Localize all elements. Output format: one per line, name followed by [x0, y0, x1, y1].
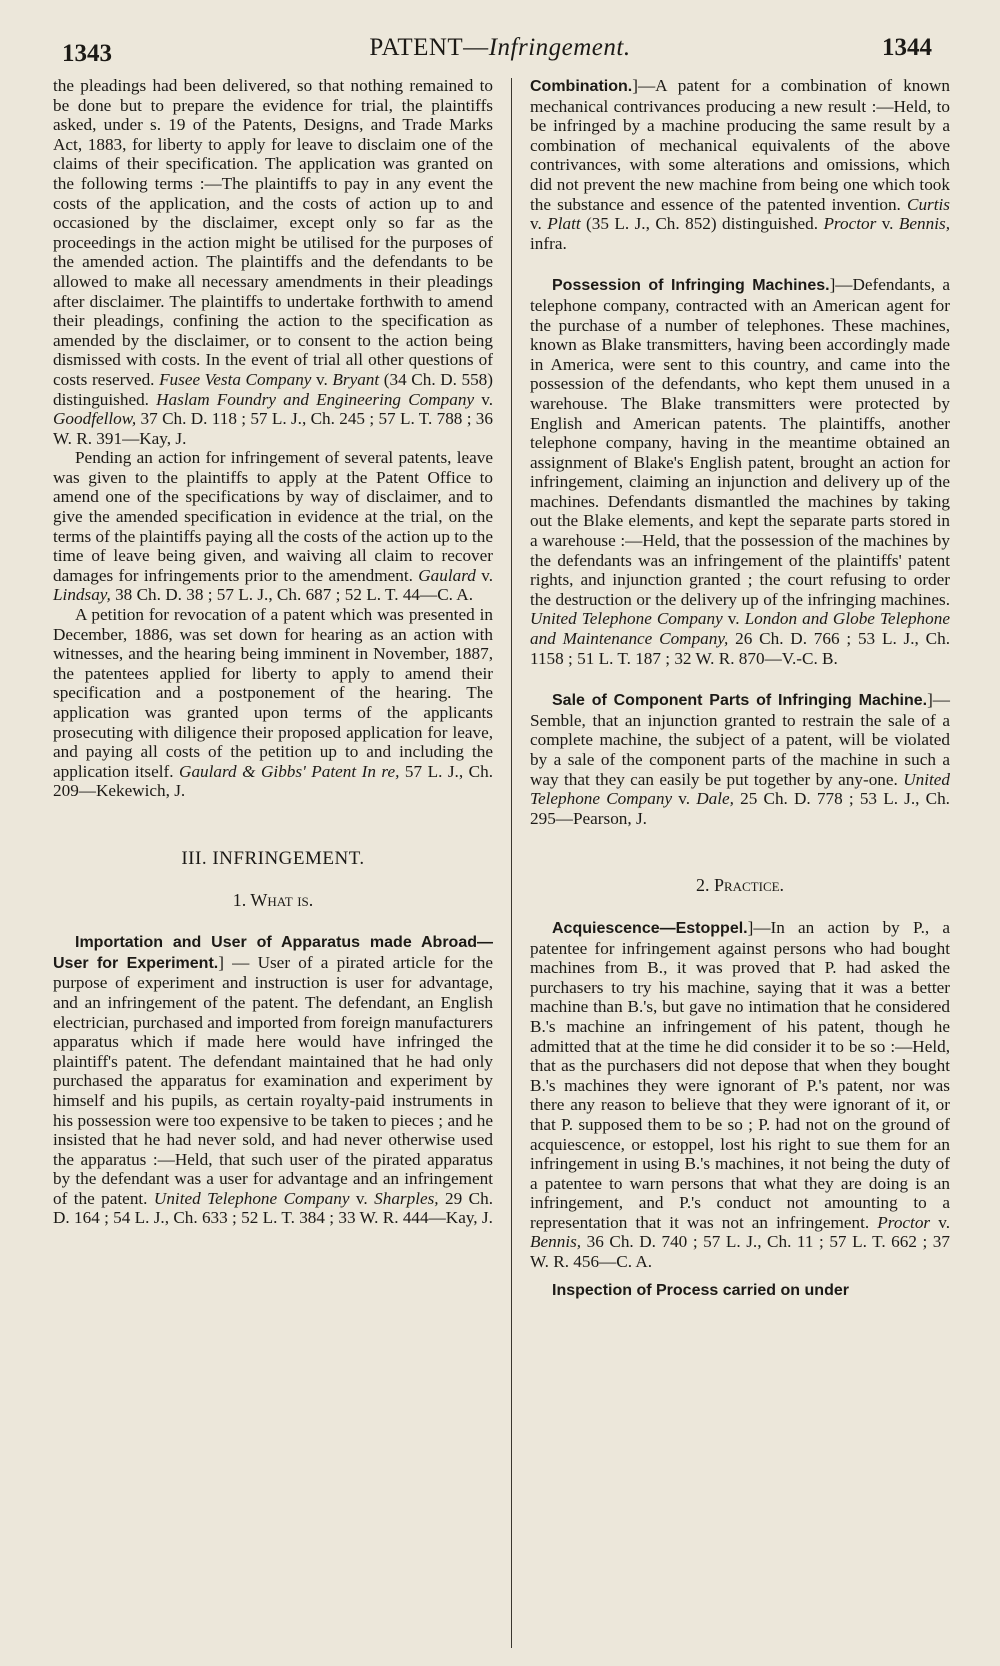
- case-name: Dale,: [696, 789, 734, 809]
- spacer: [53, 910, 493, 932]
- paragraph: [530, 76, 950, 253]
- text: v.: [930, 1212, 950, 1232]
- case-name: Gaulard: [418, 565, 476, 585]
- paragraph: [53, 448, 493, 605]
- page-header: [0, 34, 1000, 74]
- text: (35 L. J., Ch. 852) distinguished.: [580, 214, 824, 234]
- spacer: [530, 828, 950, 876]
- paragraph: [530, 918, 950, 1272]
- text: A petition for revocation of a patent which was presented in December, 1886, was set down for hearing as an action with witnesses, and the hearing being imminent in November, 1887, the patentees applied for liberty to apply to amend their specification and a postponement of the hearing. The application was granted upon terms of the applicants prosecuting with diligence their proposed application for leave, and paying all costs of the petition up to and including the application itself.: [53, 605, 493, 781]
- text: ] — User of a pirated article for the purpose of experiment and instruction is user for advantage, and an infringement of the patent. The defendant, an English electrician, purchased and imported from foreign manufacturers apparatus which if made here would have infringed the plaintiff's patent. The defendant maintained that he had only purchased the apparatus for examination and experiment by himself and his pupils, as certain royalty-paid instruments in his possession were too expensive to be taken to pieces ; and he insisted that he had never sold, and had never otherwise used the apparatus :—Held, that such user of the pirated apparatus by the defendant was a user for advantage and an infringement of the patent.: [53, 952, 493, 1208]
- case-name: Haslam Foundry and Engineering Company: [156, 389, 475, 409]
- text: v.: [722, 609, 745, 629]
- case-name: Goodfellow,: [53, 409, 137, 429]
- spacer: [530, 253, 950, 275]
- text: Pending an action for infringement of several patents, leave was given to the plaintiffs to apply at the Patent Office to amend one of the specifications by way of disclaimer, and to give the amended specification in evidence at the trial, on the terms of the plaintiffs paying all the costs of the action up to the time of leave being given, and waiving all claim to recover damages for infringements prior to the amendment.: [53, 448, 493, 585]
- paragraph: [53, 932, 493, 1228]
- text: ]—A patent for a combination of known mechanical contrivances producing a new result :—Held, to be infringed by a machine producing the same result by a combination of mechanical equivalents of the above contrivances, with some alterations and omissions, which did not prevent the new machine from being one which took the substance and essence of the patented invention.: [530, 76, 950, 214]
- case-name: Lindsay,: [53, 585, 111, 605]
- paragraph-heading: Possession of Infringing Machines.: [552, 277, 830, 295]
- text: v.: [474, 389, 494, 409]
- text: v.: [475, 565, 494, 585]
- running-head: [0, 34, 1000, 62]
- citation: 37 Ch. D. 118 ; 57 L. J., Ch. 245 ; 57 L. T. 788 ; 36 W. R. 391—Kay, J.: [53, 409, 493, 448]
- case-name: Proctor: [823, 214, 877, 234]
- right-column: [530, 76, 950, 1300]
- spacer: [53, 801, 493, 849]
- paragraph-heading: Combination.: [530, 78, 633, 95]
- text: (34 Ch. D. 558) distinguished.: [53, 369, 493, 409]
- paragraph: [530, 690, 950, 828]
- citation: 36 Ch. D. 740 ; 57 L. J., Ch. 11 ; 57 L. T. 662 ; 37 W. R. 456—C. A.: [530, 1232, 950, 1272]
- citation: 25 Ch. D. 778 ; 53 L. J., Ch. 295—Pearson, J.: [530, 789, 950, 828]
- case-name: Platt: [547, 214, 581, 234]
- case-name: London and Globe Telephone and Maintenance Company,: [530, 609, 950, 649]
- subsection-heading: 1. What is.: [232, 889, 314, 910]
- case-name: Bryant: [332, 369, 380, 389]
- case-name: Proctor: [877, 1212, 931, 1232]
- left-column: [53, 76, 493, 1228]
- case-name: Fusee Vesta Company: [159, 369, 312, 389]
- text: v.: [311, 369, 333, 389]
- text: ]—Defendants, a telephone company, contracted with an American agent for the purchase of a number of telephones. These machines, known as Blake transmitters, having been accordingly made in America, were sent to this country, and came into the possession of the defendants, who kept them unused in a warehouse. The Blake transmitters were protected by English and American patents. The plaintiffs, another telephone company, having in the meantime obtained an assignment of Blake's English patent, brought an action for infringement, claiming an injunction and delivery up of the machines. Defendants dismantled the machines by taking out the Blake elements, and kept the separate parts stored in a warehouse :—Held, that the possession of the machines by the defendants was an infringement of the plaintiffs' patent rights, and injunction granted ; the court refusing to order the destruction or the delivery up of the infringing machines.: [530, 275, 951, 609]
- text: v.: [349, 1188, 375, 1208]
- subsection-heading: 2. Practice.: [695, 875, 785, 896]
- citation: 26 Ch. D. 766 ; 53 L. J., Ch. 1158 ; 51 L. T. 187 ; 32 W. R. 870—V.-C. B.: [530, 629, 950, 668]
- page-number-right: 1344: [882, 34, 932, 61]
- spacer: [53, 869, 493, 891]
- paragraph: [53, 605, 493, 801]
- case-name: Curtis: [907, 194, 950, 214]
- paragraph: [530, 275, 950, 668]
- case-name: Bennis,: [530, 1232, 582, 1252]
- paragraph-heading: Sale of Component Parts of Infringing Machine.: [552, 692, 928, 710]
- text: ]—Semble, that an injunction granted to restrain the sale of a complete machine, the subject of a patent, will be violated by a sale of the component parts of the machine in such a way that they can easily be put together by any-one.: [530, 690, 950, 789]
- text: v.: [672, 789, 697, 809]
- case-name: Sharples,: [374, 1188, 439, 1208]
- text: infra.: [530, 233, 567, 253]
- paragraph-heading: Inspection of Process carried on under: [552, 1281, 849, 1299]
- running-head-main: PATENT—: [369, 34, 489, 61]
- case-name: United Telephone Company: [153, 1188, 350, 1208]
- citation: 38 Ch. D. 38 ; 57 L. J., Ch. 687 ; 52 L. T. 44—C. A.: [110, 585, 474, 605]
- paragraph-heading: Acquiescence—Estoppel.: [552, 919, 748, 937]
- text: the pleadings had been delivered, so that nothing remained to be done but to prepare the evidence for trial, the plaintiffs asked, under s. 19 of the Patents, Designs, and Trade Marks Act, 1883, for liberty to apply for leave to disclaim one of the claims of their specification. The application was granted on the following terms :—The plaintiffs to pay in any event the costs of the application, and the costs of action up to and occasioned by the disclaimer, except only so far as the proceedings in the action might be utilised for the purposes of the amended action. The plaintiffs and the defendants to be allowed to make all necessary amendments in their pleadings after disclaimer. The plaintiffs to undertake forthwith to amend their pleadings, confining the action to the specification as amended by the disclaimer, or to consent to the action being dismissed with costs. In the event of trial all other questions of costs reserved.: [53, 76, 493, 389]
- text: v.: [876, 214, 899, 234]
- citation: 57 L. J., Ch. 209—Kekewich, J.: [53, 761, 493, 801]
- citation: 29 Ch. D. 164 ; 54 L. J., Ch. 633 ; 52 L. T. 384 ; 33 W. R. 444—Kay, J.: [53, 1188, 493, 1228]
- running-head-sub: Infringement.: [488, 34, 631, 61]
- case-name: Bennis,: [898, 214, 950, 234]
- spacer: [530, 896, 950, 918]
- column-divider: [511, 78, 512, 1648]
- case-name: Gaulard & Gibbs' Patent In re,: [179, 761, 400, 781]
- spacer: [530, 668, 950, 690]
- page-number-left: 1343: [62, 40, 112, 67]
- case-name: United Telephone Company: [530, 609, 723, 629]
- paragraph-heading: Importation and User of Apparatus made Abroad—User for Experiment.: [53, 934, 493, 972]
- paragraph: [530, 1280, 950, 1301]
- paragraph-continued: [53, 76, 493, 448]
- text: v.: [530, 214, 548, 234]
- section-heading: III. INFRINGEMENT.: [181, 847, 365, 869]
- text: ]—In an action by P., a patentee for infringement against persons who had bought machines from B., it was proved that P. had asked the purchasers to try his machine, saying that it was a better machine than B.'s, but gave no intimation that he considered B.'s machine an infringement of his patent, though he admitted that at the time he did consider it to be so :—Held, that as the purchasers did not depose that when they bought B.'s machines they were ignorant of P.'s patent, nor was there any reason to believe that they were ignorant of it, or that P. supposed them to be so ; P. had not on the ground of acquiescence, or estoppel, lost his right to sue them for an infringement in using B.'s machines, it not being the duty of a patentee to warn persons that what they are doing is an infringement, and P.'s conduct not amounting to a representation that it was not an infringement.: [530, 917, 950, 1232]
- case-name: United Telephone Company: [530, 769, 950, 809]
